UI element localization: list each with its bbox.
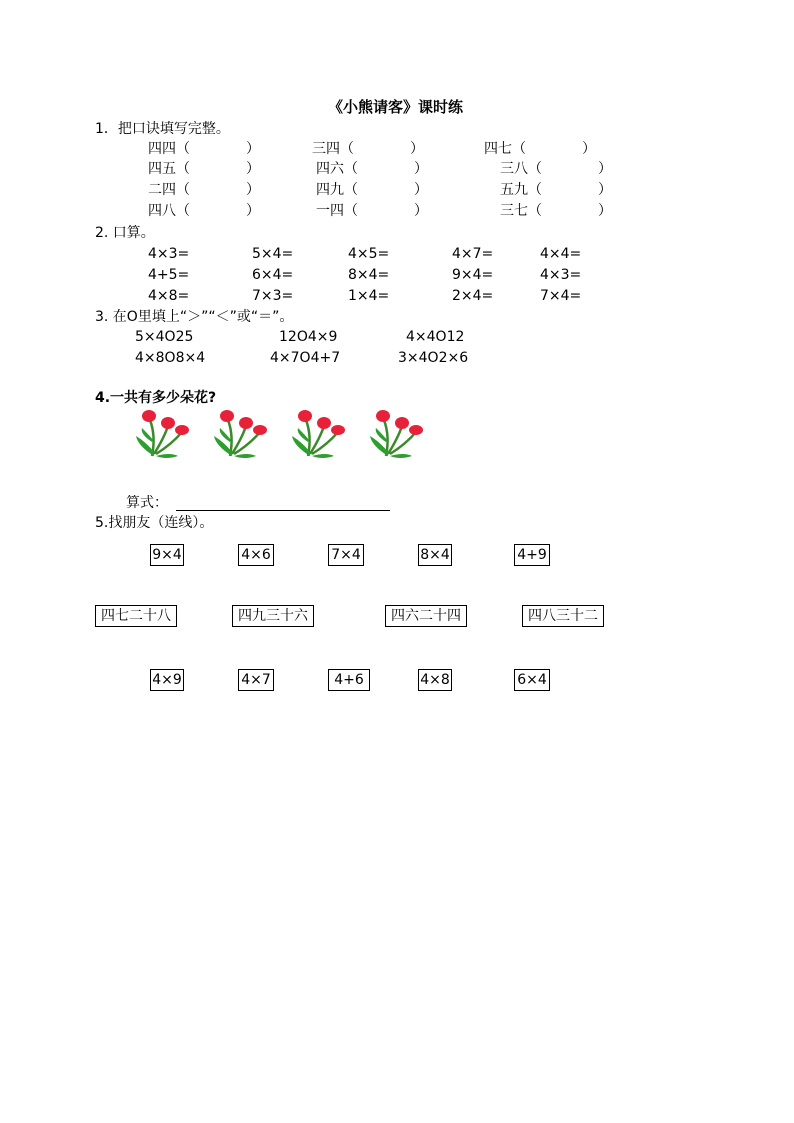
q2-heading: 2. 口算。 <box>95 225 155 241</box>
flower-picture <box>290 406 350 458</box>
q3-cell: 12O4×9 <box>279 329 338 345</box>
q4-heading: 4.一共有多少朵花? <box>95 390 217 406</box>
q2-cell: 4+5= <box>148 267 190 283</box>
q2-cell: 7×3= <box>252 288 294 304</box>
flower-picture <box>134 406 194 458</box>
match-card-middle[interactable]: 四七二十八 <box>95 605 177 627</box>
match-card-middle[interactable]: 四九三十六 <box>232 605 314 627</box>
q1-cell: 一四（ ） <box>316 203 428 219</box>
q1-heading: 1．把口诀填写完整。 <box>95 121 230 137</box>
match-card-top[interactable]: 8×4 <box>418 544 452 566</box>
q2-cell: 4×3= <box>148 246 190 262</box>
q2-cell: 5×4= <box>252 246 294 262</box>
match-card-top[interactable]: 7×4 <box>328 544 364 566</box>
match-card-top[interactable]: 9×4 <box>150 544 184 566</box>
match-card-middle[interactable]: 四八三十二 <box>522 605 604 627</box>
q3-cell: 3×4O2×6 <box>398 350 469 366</box>
q2-cell: 7×4= <box>540 288 582 304</box>
match-card-bottom[interactable]: 4×7 <box>238 669 274 691</box>
q1-cell: 三七（ ） <box>500 203 612 219</box>
q1-cell: 二四（ ） <box>148 182 260 198</box>
q1-cell: 四七（ ） <box>484 141 596 157</box>
q2-cell: 4×5= <box>348 246 390 262</box>
q2-cell: 8×4= <box>348 267 390 283</box>
flower-picture <box>212 406 272 458</box>
match-card-middle[interactable]: 四六二十四 <box>385 605 467 627</box>
formula-label: 算式： <box>126 495 168 511</box>
q3-cell: 4×7O4+7 <box>270 350 341 366</box>
match-card-bottom[interactable]: 4+6 <box>328 669 370 691</box>
q1-cell: 四九（ ） <box>316 182 428 198</box>
q2-cell: 1×4= <box>348 288 390 304</box>
page-title: 《小熊请客》课时练 <box>328 98 464 116</box>
q2-cell: 4×8= <box>148 288 190 304</box>
flower-picture <box>368 406 428 458</box>
formula-answer-line[interactable] <box>176 509 390 511</box>
q2-cell: 4×4= <box>540 246 582 262</box>
q3-cell: 4×8O8×4 <box>135 350 206 366</box>
q2-cell: 2×4= <box>452 288 494 304</box>
q1-cell: 四四（ ） <box>148 141 260 157</box>
q1-cell: 三四（ ） <box>312 141 424 157</box>
match-card-bottom[interactable]: 4×9 <box>150 669 184 691</box>
q1-cell: 四五（ ） <box>148 161 260 177</box>
match-card-bottom[interactable]: 4×8 <box>418 669 452 691</box>
q2-cell: 6×4= <box>252 267 294 283</box>
q2-cell: 4×3= <box>540 267 582 283</box>
q1-cell: 四八（ ） <box>148 203 260 219</box>
q5-heading: 5.找朋友（连线）。 <box>95 515 214 531</box>
match-card-top[interactable]: 4+9 <box>514 544 550 566</box>
match-card-bottom[interactable]: 6×4 <box>514 669 550 691</box>
q3-cell: 4×4O12 <box>406 329 465 345</box>
q3-cell: 5×4O25 <box>135 329 194 345</box>
q1-cell: 四六（ ） <box>316 161 428 177</box>
q1-cell: 三八（ ） <box>500 161 612 177</box>
q1-cell: 五九（ ） <box>500 182 612 198</box>
q2-cell: 4×7= <box>452 246 494 262</box>
q2-cell: 9×4= <box>452 267 494 283</box>
match-card-top[interactable]: 4×6 <box>238 544 274 566</box>
q3-heading: 3. 在O里填上“＞”“＜”或“＝”。 <box>95 309 294 325</box>
